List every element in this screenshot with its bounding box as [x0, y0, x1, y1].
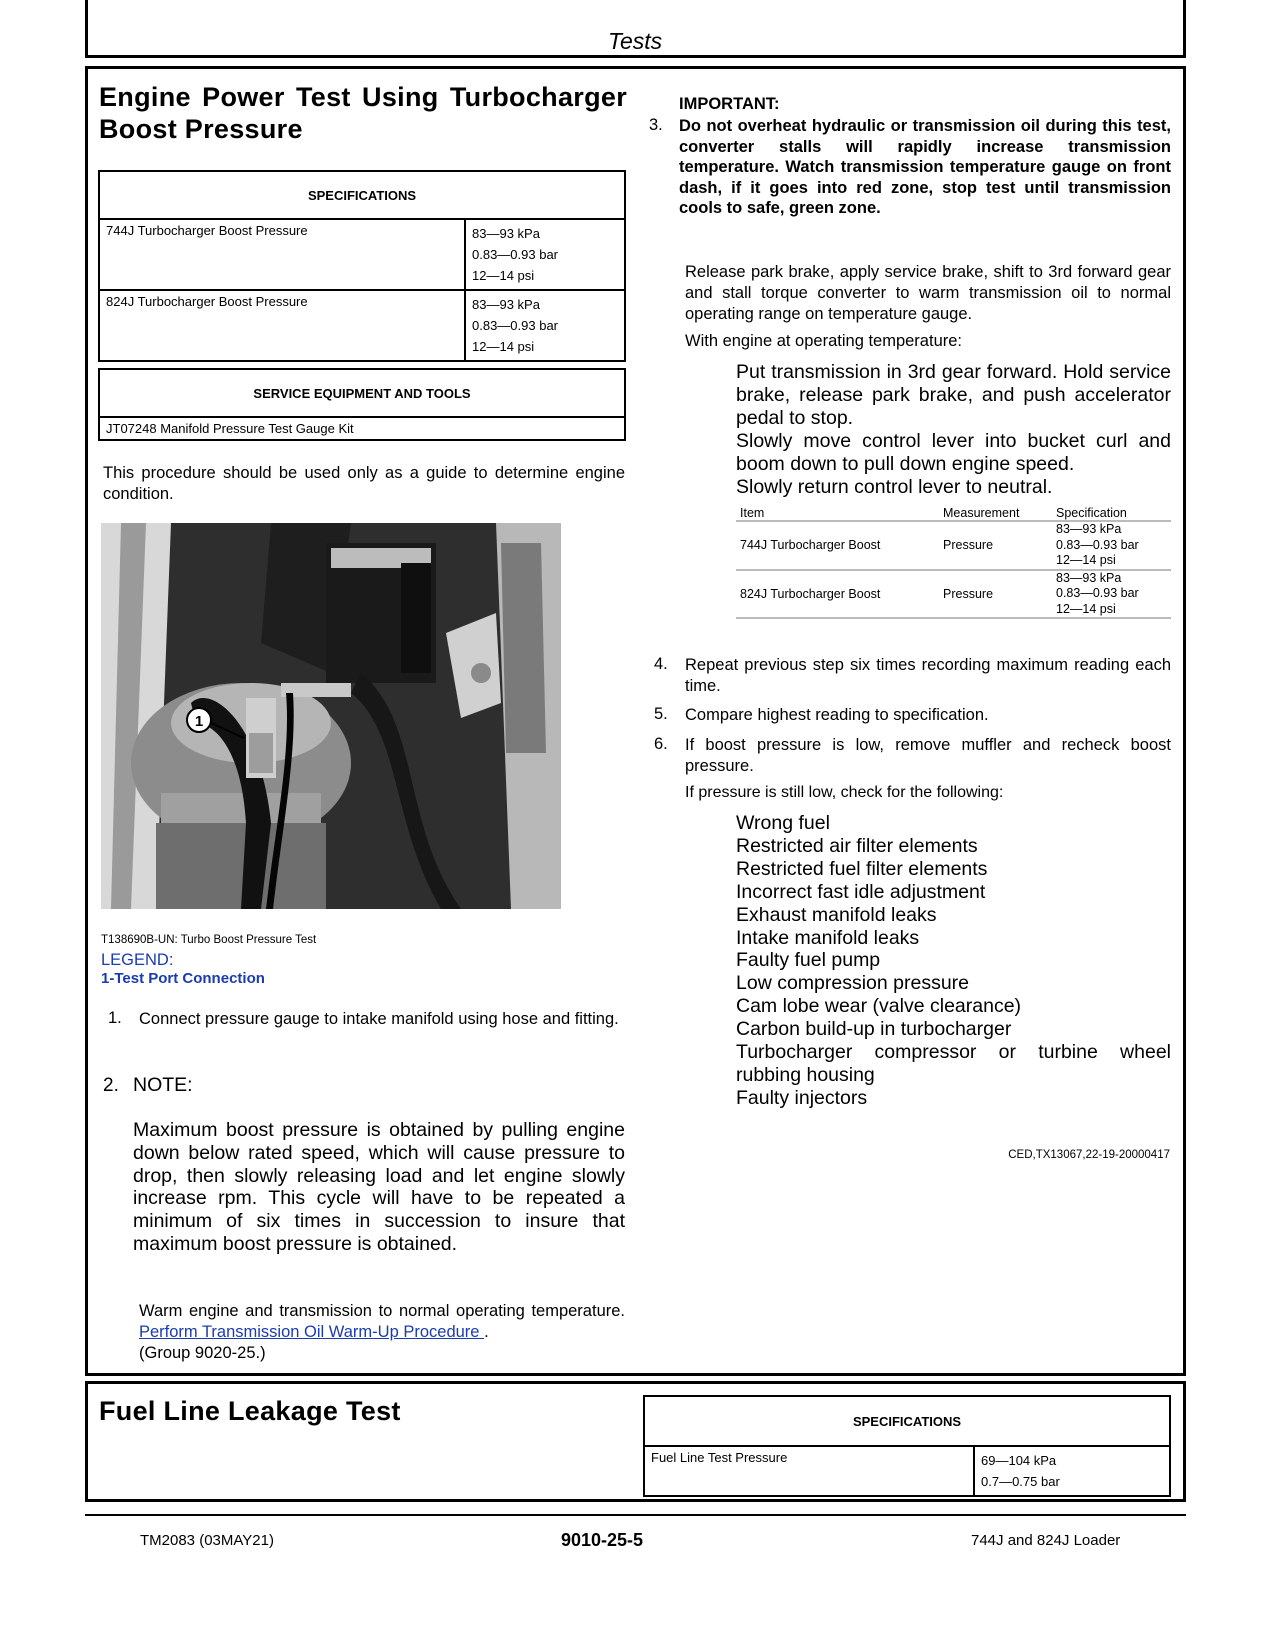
warm-up-group: (Group 9020-25.) — [139, 1344, 266, 1362]
spec-value: 12—14 psi — [1056, 553, 1116, 567]
list-item: Intake manifold leaks — [736, 926, 920, 949]
important-label: IMPORTANT: — [679, 95, 780, 113]
figure-callout: 1 — [194, 713, 204, 730]
measure-item: 744J Turbocharger Boost — [736, 521, 939, 570]
table-row — [736, 521, 1171, 570]
step-6-number: 6. — [654, 735, 668, 753]
column-header: Specification — [1056, 505, 1127, 520]
warm-up-text: Warm engine and transmission to normal operating temperature. — [139, 1302, 625, 1320]
spec-value: 69—104 kPa — [981, 1453, 1057, 1468]
fuel-specifications-heading: SPECIFICATIONS — [644, 1396, 1170, 1446]
spec-value: 83—93 kPa — [1056, 522, 1122, 536]
table-row — [644, 1446, 1170, 1496]
step-5-text: Compare highest reading to specification. — [685, 706, 989, 724]
warm-up-tail: . — [484, 1323, 489, 1341]
substep: Slowly move control lever into bucket curl and boom down to pull down engine speed. — [736, 430, 1171, 475]
table-row — [99, 417, 625, 440]
list-item: Restricted air filter elements — [736, 834, 978, 857]
causes-list — [736, 812, 1171, 1110]
substep: Slowly return control lever to neutral. — [736, 476, 1053, 498]
column-header: Item — [740, 505, 765, 520]
measure-type: Pressure — [939, 521, 1052, 570]
list-item: Low compression pressure — [736, 972, 970, 995]
column-header: Measurement — [943, 505, 1020, 520]
footer-doc-id: TM2083 (03MAY21) — [140, 1532, 274, 1549]
spec-value: 12—14 psi — [1056, 601, 1116, 616]
step-2-label: NOTE: — [133, 1074, 193, 1096]
step-6-text: If boost pressure is low, remove muffler and recheck boost pressure. — [685, 736, 1171, 775]
list-item: Cam lobe wear (valve clearance) — [736, 995, 1022, 1018]
step-5-number: 5. — [654, 705, 668, 723]
footer-rule — [85, 1514, 1186, 1516]
service-tools-table — [98, 368, 626, 441]
spec-values — [974, 1446, 1170, 1496]
footer-page-number: 9010-25-5 — [561, 1530, 644, 1550]
measure-spec — [1052, 521, 1171, 570]
measure-spec — [1052, 570, 1171, 619]
step-3-number: 3. — [649, 116, 663, 134]
list-item: Faulty injectors — [736, 1086, 868, 1109]
spec-value: 83—93 kPa — [472, 226, 540, 241]
spec-value: 83—93 kPa — [1056, 570, 1122, 585]
table-row — [99, 290, 625, 361]
step-3-text: Release park brake, apply service brake, shift to 3rd forward gear and stall torque converter to warm transmission oil to normal operating range on temperature gauge. — [685, 263, 1171, 323]
spec-values — [465, 290, 625, 361]
legend-item: 1-Test Port Connection — [101, 970, 265, 987]
step-4-text: Repeat previous step six times recording maximum reading each time. — [685, 656, 1171, 695]
list-item: Exhaust manifold leaks — [736, 903, 937, 926]
measure-type: Pressure — [939, 570, 1052, 619]
legend-title: LEGEND: — [101, 951, 174, 969]
specifications-heading: SPECIFICATIONS — [99, 171, 625, 219]
specifications-table — [98, 170, 626, 362]
step-4-number: 4. — [654, 655, 668, 673]
spec-value: 0.83—0.93 bar — [472, 318, 559, 333]
fuel-specifications-table — [643, 1395, 1171, 1497]
spec-item: 744J Turbocharger Boost Pressure — [99, 219, 465, 290]
spec-value: 83—93 kPa — [472, 297, 540, 312]
figure-caption: T138690B-UN: Turbo Boost Pressure Test — [101, 934, 317, 946]
list-item: Incorrect fast idle adjustment — [736, 880, 986, 903]
engine-power-test-title — [99, 81, 627, 145]
list-item: Carbon build-up in turbocharger — [736, 1018, 1012, 1041]
service-tools-heading: SERVICE EQUIPMENT AND TOOLS — [99, 369, 625, 417]
list-item: Faulty fuel pump — [736, 949, 881, 972]
table-row — [736, 570, 1171, 619]
spec-value: 0.83—0.93 bar — [1056, 537, 1139, 552]
spec-item: Fuel Line Test Pressure — [644, 1446, 974, 1496]
title-line-1: Engine Power Test Using Turbocharger — [99, 82, 627, 112]
step-6-check: If pressure is still low, check for the following: — [685, 784, 1004, 801]
spec-value: 12—14 psi — [472, 339, 535, 354]
spec-item: 824J Turbocharger Boost Pressure — [99, 290, 465, 361]
warm-up-paragraph — [139, 1301, 625, 1364]
step-2-number: 2. — [103, 1075, 119, 1096]
spec-value: 0.83—0.93 bar — [472, 247, 559, 262]
turbo-boost-photo — [101, 523, 561, 909]
measure-item: 824J Turbocharger Boost — [736, 570, 939, 619]
substep: Put transmission in 3rd gear forward. Hold service brake, release park brake, and push accelerator pedal to stop. — [736, 361, 1171, 429]
list-item: Restricted fuel filter elements — [736, 857, 988, 880]
step-3-important: Do not overheat hydraulic or transmission oil during this test, converter stalls will rapidly increase transmission temperature. Watch transmission temperature gauge on front dash, if it goes into red zone, stop test until transmission cools to safe, green zone. — [679, 117, 1171, 217]
step-2-note: Maximum boost pressure is obtained by pulling engine down below rated speed, which will cause pressure to drop, then slowly releasing load and let engine slowly increase rpm. This cycle will have to be repeated a minimum of six times in succession to insure that maximum boost pressure is obtained. — [133, 1119, 625, 1255]
reference-code: CED,TX13067,22-19-20000417 — [1008, 1149, 1170, 1161]
list-item: Wrong fuel — [736, 812, 830, 834]
intro-paragraph: This procedure should be used only as a guide to determine engine condition. — [103, 464, 625, 503]
spec-value: 0.83—0.93 bar — [1056, 586, 1139, 600]
list-item: Turbocharger compressor or turbine wheel rubbing housing — [736, 1041, 1171, 1086]
title-line-2: Boost Pressure — [99, 114, 303, 144]
footer-product: 744J and 824J Loader — [971, 1532, 1121, 1549]
step-1-text: Connect pressure gauge to intake manifold using hose and fitting. — [139, 1010, 619, 1028]
spec-value: 12—14 psi — [472, 268, 535, 283]
engine-photo-illustration — [101, 523, 561, 909]
tool-item: JT07248 Manifold Pressure Test Gauge Kit — [99, 417, 625, 440]
step-3-with: With engine at operating temperature: — [685, 332, 962, 350]
step-1-number: 1. — [108, 1009, 122, 1027]
step-3-substeps — [736, 361, 1171, 499]
section-title: Tests — [608, 28, 663, 54]
spec-value: 0.7—0.75 bar — [981, 1474, 1060, 1489]
spec-values — [465, 219, 625, 290]
table-row — [99, 219, 625, 290]
measurement-table — [736, 505, 1171, 619]
transmission-warm-up-link[interactable]: Perform Transmission Oil Warm-Up Procedure — [139, 1323, 485, 1341]
fuel-line-leakage-title: Fuel Line Leakage Test — [99, 1396, 401, 1426]
